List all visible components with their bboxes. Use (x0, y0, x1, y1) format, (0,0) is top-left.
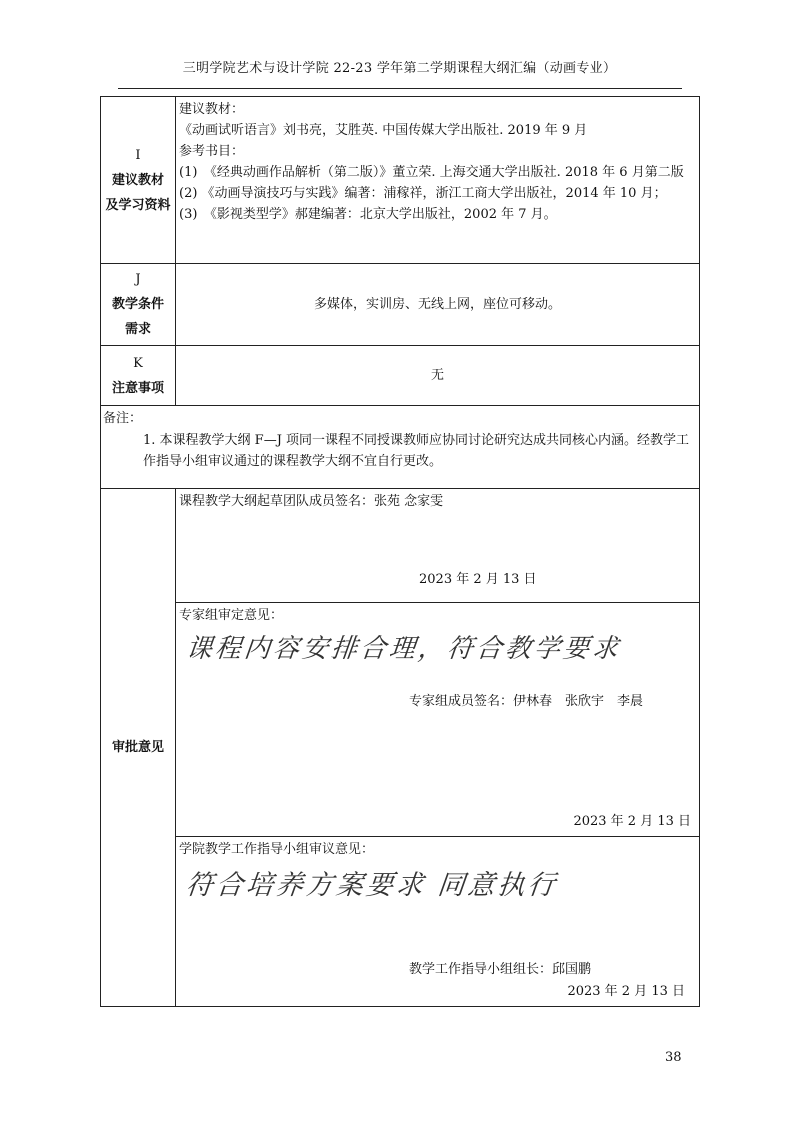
row-notes (101, 346, 700, 406)
conditions-label-line2: 需求 (124, 322, 151, 337)
row-approval-college (101, 837, 700, 1007)
notes-text: 无 (430, 368, 444, 383)
college-leader-signature: 教学工作指导小组组长：邱国鹏 (409, 962, 592, 977)
conditions-content-cell (176, 264, 700, 346)
textbooks-label-line1: 建议教材 (111, 172, 164, 188)
textbooks-content-cell (176, 97, 700, 264)
notes-letter: K (133, 355, 143, 371)
textbooks-line: 参考书目： (179, 144, 245, 159)
row-remarks (101, 406, 700, 489)
drafting-cell (176, 489, 700, 603)
remarks-text: 1. 本课程教学大纲 F—J 项同一课程不同授课教师应协同讨论研究达成共同核心内涵。经教学工作指导小组审议通过的课程教学大纲不宜自行更改。 (143, 433, 690, 469)
conditions-letter: J (135, 272, 141, 287)
college-heading: 学院教学工作指导小组审议意见： (179, 842, 375, 857)
course-outline-table (100, 96, 700, 1007)
row-conditions (101, 264, 700, 346)
row-approval-expert (101, 603, 700, 837)
remarks-cell (101, 406, 700, 489)
expert-date: 2023 年 2 月 13 日 (573, 814, 691, 829)
notes-content-cell (176, 346, 700, 406)
textbooks-label-line2: 及学习资料 (105, 197, 171, 213)
approval-label: 审批意见 (111, 740, 164, 755)
approval-label-cell (101, 489, 176, 1007)
expert-cell (176, 603, 700, 837)
textbooks-label-cell (101, 97, 176, 264)
textbooks-line: 《动画试听语言》刘书亮，艾胜英. 中国传媒大学出版社. 2019 年 9 月 (179, 123, 588, 138)
textbooks-line: (2) 《动画导演技巧与实践》编著：浦稼祥，浙江工商大学出版社，2014 年 10 月； (179, 186, 667, 201)
conditions-label-cell (101, 264, 176, 346)
college-handwritten-comment: 符合培养方案要求 同意执行 (184, 870, 560, 901)
notes-label-cell (101, 346, 176, 406)
drafting-text: 课程教学大纲起草团队成员签名：张苑 念家雯 (179, 494, 444, 509)
textbooks-letter: I (135, 147, 141, 163)
conditions-label-line1: 教学条件 (111, 297, 164, 312)
header-rule (118, 88, 682, 89)
college-cell (176, 837, 700, 1007)
row-textbooks (101, 97, 700, 264)
textbooks-line: (1) 《经典动画作品解析（第二版）》董立荣. 上海交通大学出版社. 2018 年 6 月第二版 (179, 165, 684, 180)
page-number: 38 (665, 1050, 682, 1065)
expert-handwritten-comment: 课程内容安排合理，符合教学要求 (184, 634, 623, 664)
college-date: 2023 年 2 月 13 日 (567, 984, 685, 999)
textbooks-line: 建议教材： (179, 102, 245, 117)
notes-label-line1: 注意事项 (111, 380, 164, 396)
expert-signature: 专家组成员签名：伊林春 张欣宇 李晨 (409, 694, 644, 709)
textbooks-line: (3) 《影视类型学》郝建编著：北京大学出版社，2002 年 7 月。 (179, 207, 557, 222)
drafting-date: 2023 年 2 月 13 日 (419, 572, 537, 587)
expert-heading: 专家组审定意见： (179, 608, 284, 623)
row-approval-drafting (101, 489, 700, 603)
remarks-heading: 备注： (103, 411, 143, 426)
conditions-text: 多媒体，实训房、无线上网，座位可移动。 (313, 297, 561, 312)
page-header-title: 三明学院艺术与设计学院 22-23 学年第二学期课程大纲汇编（动画专业） (182, 61, 617, 76)
